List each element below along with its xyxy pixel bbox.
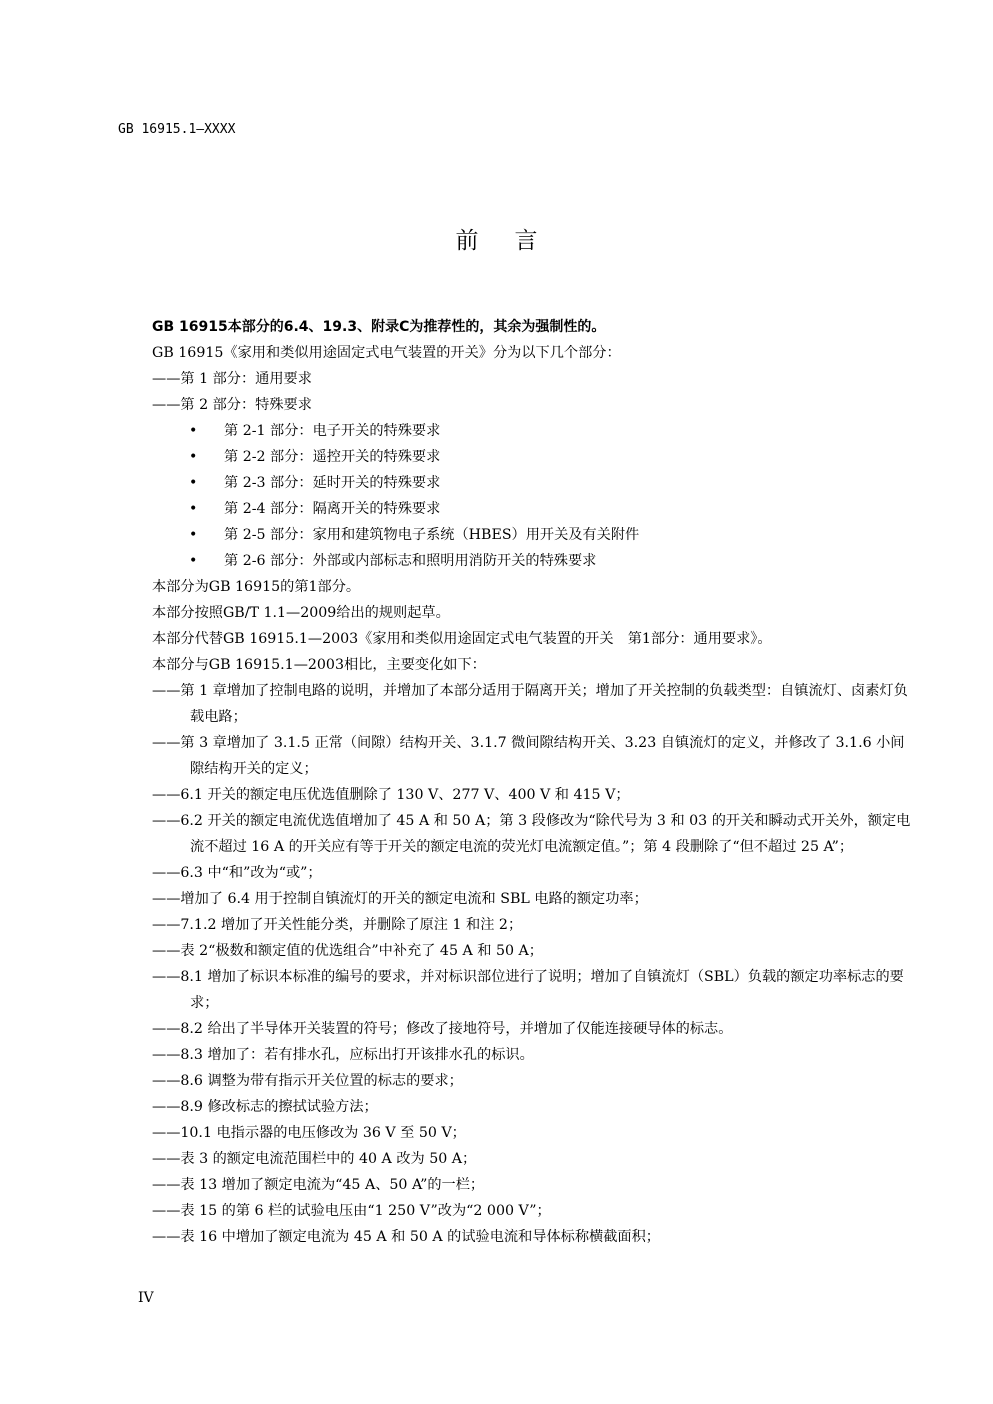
- bullet-item-text: 第 2-2 部分：遥控开关的特殊要求: [224, 449, 441, 465]
- change-item: ——第 1 章增加了控制电路的说明，并增加了本部分适用于隔离开关；增加了开关控制的负载类型：自镇流灯、卤素灯负载电路；: [152, 683, 908, 725]
- paragraph: 本部分为GB 16915的第1部分。: [152, 579, 361, 595]
- change-item: ——8.9 修改标志的擦拭试验方法；: [152, 1099, 378, 1115]
- change-item: ——10.1 电指示器的电压修改为 36 V 至 50 V；: [152, 1125, 466, 1141]
- document-code: GB 16915.1—XXXX: [118, 122, 236, 137]
- change-item: ——8.1 增加了标识本标准的编号的要求，并对标识部位进行了说明；增加了自镇流灯（SBL）负载的额定功率标志的要求；: [152, 969, 904, 1011]
- bullet-item-text: 第 2-1 部分：电子开关的特殊要求: [224, 423, 441, 439]
- list-item: ——第 1 部分：通用要求: [152, 371, 312, 387]
- page-title: 前言: [455, 228, 574, 254]
- bullet-item-text: 第 2-4 部分：隔离开关的特殊要求: [224, 501, 441, 517]
- change-item: ——6.2 开关的额定电流优选值增加了 45 A 和 50 A；第 3 段修改为“除代号为 3 和 03 的开关和瞬动式开关外，额定电流不超过 16 A 的开关应有等于开关的额定电流的荧光灯电流额定值。”；第 4 段删除了“但不超过 25 A”；: [152, 813, 911, 855]
- change-item: ——表 3 的额定电流范围栏中的 40 A 改为 50 A；: [152, 1151, 477, 1167]
- change-item: ——7.1.2 增加了开关性能分类，并删除了原注 1 和注 2；: [152, 917, 523, 933]
- paragraph: 本部分按照GB/T 1.1—2009给出的规则起草。: [152, 605, 450, 621]
- change-item: ——8.3 增加了：若有排水孔，应标出打开该排水孔的标识。: [152, 1047, 534, 1063]
- document-body: [152, 314, 912, 1250]
- change-item: ——6.1 开关的额定电压优选值删除了 130 V、277 V、400 V 和 415 V；: [152, 787, 630, 803]
- bullet-item: [152, 470, 912, 496]
- change-item: ——表 2“极数和额定值的优选组合”中补充了 45 A 和 50 A；: [152, 943, 543, 959]
- bullet-item: [152, 418, 912, 444]
- paragraph: GB 16915本部分的6.4、19.3、附录C为推荐性的，其余为强制性的。: [152, 319, 606, 335]
- bullet-item-text: 第 2-5 部分：家用和建筑物电子系统（HBES）用开关及有关附件: [224, 527, 640, 543]
- bullet-item-text: 第 2-3 部分：延时开关的特殊要求: [224, 475, 441, 491]
- change-item: ——增加了 6.4 用于控制自镇流灯的开关的额定电流和 SBL 电路的额定功率；: [152, 891, 648, 907]
- bullet-item: [152, 496, 912, 522]
- change-item: ——第 3 章增加了 3.1.5 正常（间隙）结构开关、3.1.7 微间隙结构开关、3.23 自镇流灯的定义，并修改了 3.1.6 小间隙结构开关的定义；: [152, 735, 905, 777]
- paragraph: GB 16915《家用和类似用途固定式电气装置的开关》分为以下几个部分：: [152, 345, 621, 361]
- paragraph: 本部分与GB 16915.1—2003相比，主要变化如下：: [152, 657, 486, 673]
- bullet-item: [152, 522, 912, 548]
- bullet-item: [152, 548, 912, 574]
- change-item: ——6.3 中“和”改为“或”；: [152, 865, 322, 881]
- change-item: ——8.2 给出了半导体开关装置的符号；修改了接地符号，并增加了仅能连接硬导体的标志。: [152, 1021, 733, 1037]
- change-item: ——表 16 中增加了额定电流为 45 A 和 50 A 的试验电流和导体标称横截面积；: [152, 1229, 660, 1245]
- bullet-item: [152, 444, 912, 470]
- change-item: ——表 15 的第 6 栏的试验电压由“1 250 V”改为“2 000 V”；: [152, 1203, 551, 1219]
- page-number: IV: [138, 1290, 154, 1306]
- change-item: ——表 13 增加了额定电流为“45 A、50 A”的一栏；: [152, 1177, 485, 1193]
- list-item: ——第 2 部分：特殊要求: [152, 397, 312, 413]
- change-item: ——8.6 调整为带有指示开关位置的标志的要求；: [152, 1073, 463, 1089]
- paragraph: 本部分代替GB 16915.1—2003《家用和类似用途固定式电气装置的开关 第1部分：通用要求》。: [152, 631, 772, 647]
- bullet-item-text: 第 2-6 部分：外部或内部标志和照明用消防开关的特殊要求: [224, 553, 597, 569]
